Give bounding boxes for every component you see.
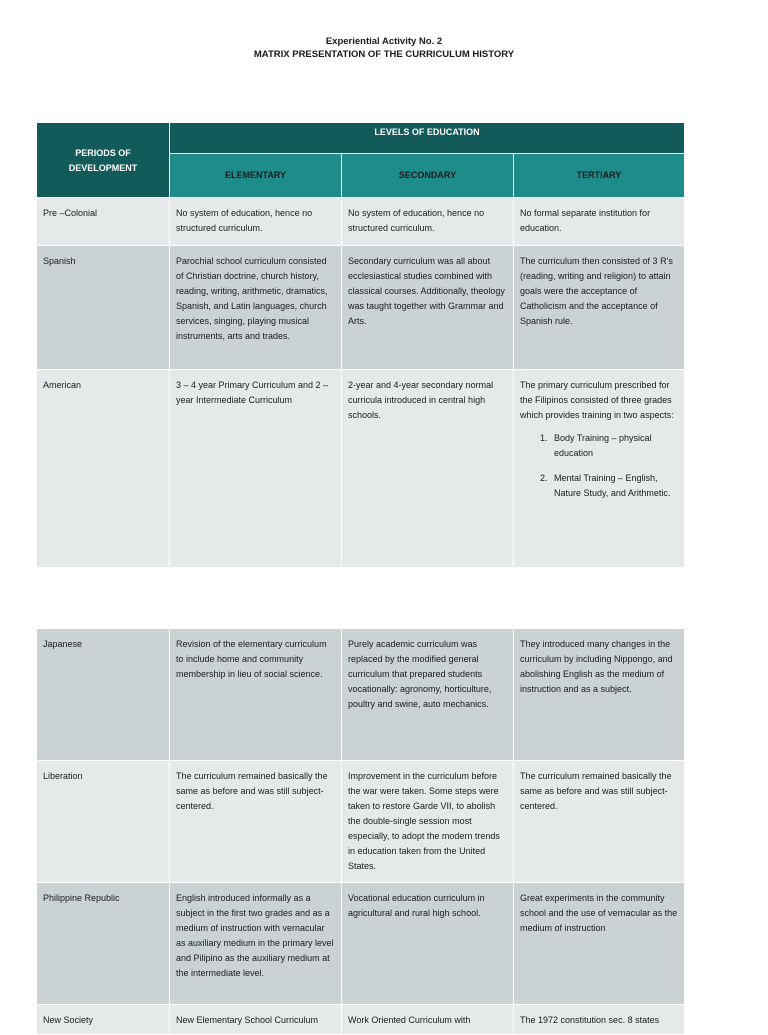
document-title: Experiential Activity No. 2 bbox=[325, 36, 443, 47]
table-row bbox=[37, 370, 685, 568]
elementary-cell: The curriculum remained basically the same as before and was still subject-centered. bbox=[170, 761, 342, 883]
tertiary-cell: The curriculum then consisted of 3 R’s (reading, writing and religion) to attain goals were the acceptance of Catholicism and the acceptance of Spanish rule. bbox=[514, 246, 685, 370]
secondary-cell: No system of education, hence no structured curriculum. bbox=[342, 198, 514, 246]
header-tertiary: TERTIARY bbox=[514, 154, 685, 198]
tertiary-cell: The curriculum remained basically the same as before and was still subject-centered. bbox=[514, 761, 685, 883]
curriculum-matrix-table-2 bbox=[36, 628, 685, 1035]
period-cell: Liberation bbox=[37, 761, 170, 883]
elementary-cell: New Elementary School Curriculum bbox=[170, 1005, 342, 1035]
secondary-cell: 2-year and 4-year secondary normal curricula introduced in central high schools. bbox=[342, 370, 514, 568]
curriculum-matrix-table-1 bbox=[36, 122, 685, 568]
secondary-cell: Vocational education curriculum in agricultural and rural high school. bbox=[342, 883, 514, 1005]
tertiary-cell bbox=[514, 370, 685, 568]
table-row bbox=[37, 198, 685, 246]
period-cell: Japanese bbox=[37, 629, 170, 761]
header-secondary: SECONDARY bbox=[342, 154, 514, 198]
document-subtitle: MATRIX PRESENTATION OF THE CURRICULUM HISTORY bbox=[253, 49, 515, 60]
secondary-cell: Secondary curriculum was all about ecclesiastical studies combined with classical courses. Additionally, theology was taught together with Grammar and Arts. bbox=[342, 246, 514, 370]
table-row bbox=[37, 1005, 685, 1035]
secondary-cell: Work Oriented Curriculum with bbox=[342, 1005, 514, 1035]
elementary-cell: Revision of the elementary curriculum to include home and community membership in lieu of social science. bbox=[170, 629, 342, 761]
tertiary-cell: They introduced many changes in the curriculum by including Nippongo, and abolishing English as the medium of instruction and as a subject. bbox=[514, 629, 685, 761]
secondary-cell: Purely academic curriculum was replaced by the modified general curriculum that prepared students vocationally: agronomy, horticulture, poultry and swine, auto mechanics. bbox=[342, 629, 514, 761]
period-cell: Pre –Colonial bbox=[37, 198, 170, 246]
secondary-cell: Improvement in the curriculum before the war were taken. Some steps were taken to restore Garde VII, to abolish the double-single session most especially, to adopt the modern trends in education taken from the United States. bbox=[342, 761, 514, 883]
header-periods: PERIODS OF DEVELOPMENT bbox=[37, 123, 170, 198]
table-row bbox=[37, 761, 685, 883]
table-row bbox=[37, 629, 685, 761]
header-elementary: ELEMENTARY bbox=[170, 154, 342, 198]
tertiary-cell: Great experiments in the community school and the use of vernacular as the medium of instruction bbox=[514, 883, 685, 1005]
elementary-cell: English introduced informally as a subject in the first two grades and as a medium of instruction with vernacular as auxiliary medium in the primary level and Pilipino as the auxiliary medium at the intermediate level. bbox=[170, 883, 342, 1005]
table-row bbox=[37, 883, 685, 1005]
elementary-cell: No system of education, hence no structured curriculum. bbox=[170, 198, 342, 246]
period-cell: Spanish bbox=[37, 246, 170, 370]
elementary-cell: 3 – 4 year Primary Curriculum and 2 – year Intermediate Curriculum bbox=[170, 370, 342, 568]
header-levels: LEVELS OF EDUCATION bbox=[170, 123, 685, 154]
list-item: 1. Body Training – physical education bbox=[550, 431, 678, 461]
table-row bbox=[37, 246, 685, 370]
tertiary-list bbox=[520, 431, 678, 501]
tertiary-intro: The primary curriculum prescribed for the Filipinos consisted of three grades which provides training in two aspects: bbox=[520, 380, 674, 420]
period-cell: New Society bbox=[37, 1005, 170, 1035]
list-item: 2. Mental Training – English, Nature Study, and Arithmetic. bbox=[550, 471, 678, 501]
elementary-cell: Parochial school curriculum consisted of Christian doctrine, church history, reading, writing, arithmetic, dramatics, Spanish, and Latin languages, church services, singing, playing musical instruments, arts and trades. bbox=[170, 246, 342, 370]
period-cell: Philippine Republic bbox=[37, 883, 170, 1005]
tertiary-cell: No formal separate institution for education. bbox=[514, 198, 685, 246]
tertiary-cell: The 1972 constitution sec. 8 states bbox=[514, 1005, 685, 1035]
period-cell: American bbox=[37, 370, 170, 568]
